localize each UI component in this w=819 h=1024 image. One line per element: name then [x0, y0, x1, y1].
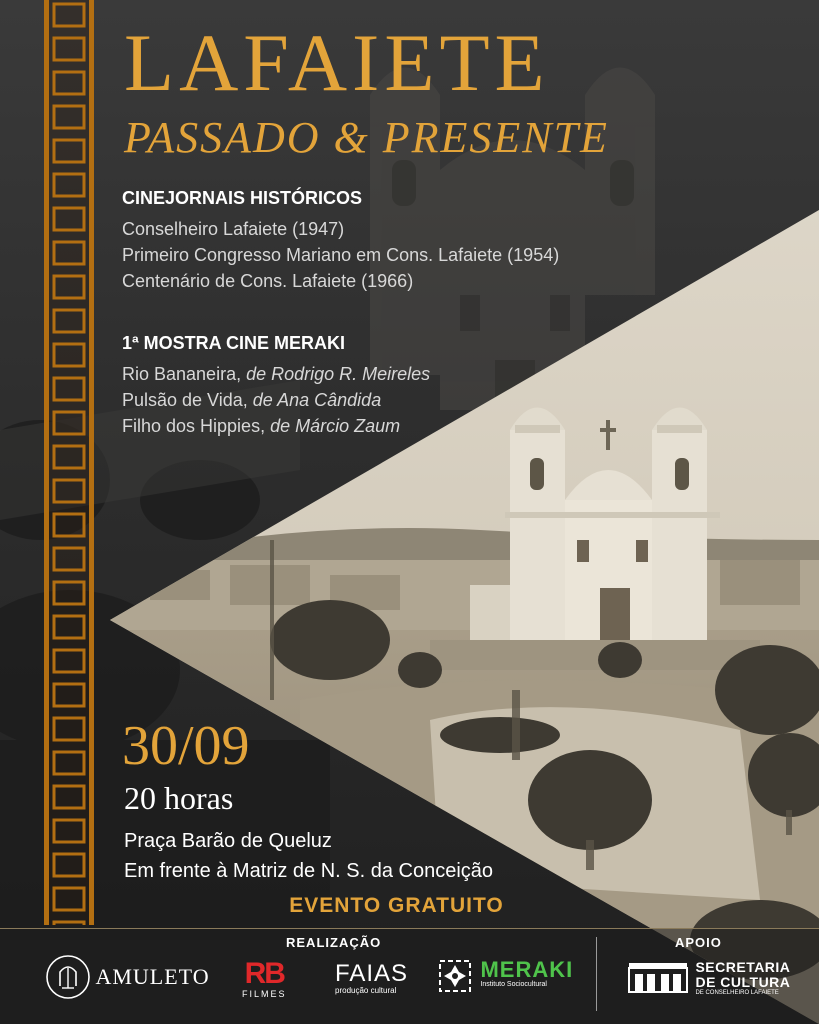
building-icon [627, 960, 689, 994]
cinejornais-heading: CINEJORNAIS HISTÓRICOS [122, 188, 363, 208]
faias-text: FAIAS [335, 960, 409, 987]
amuleto-emblem-icon [45, 954, 91, 1000]
mostra-list [122, 361, 430, 439]
footer-separator [596, 937, 597, 1011]
cinejornais-list [122, 216, 559, 294]
event-subtitle: PASSADO & PRESENTE [124, 113, 609, 162]
film-title: Filho dos Hippies, [122, 416, 271, 436]
list-item [122, 387, 430, 413]
realizacao-label: REALIZAÇÃO [286, 935, 382, 950]
rb-sub-text: FILMES [242, 989, 287, 999]
secretaria-sub-text: DE CONSELHEIRO LAFAIETE [695, 990, 779, 996]
event-place [124, 826, 493, 886]
list-item: Conselheiro Lafaiete (1947) [122, 219, 345, 239]
film-title: Rio Bananeira, [122, 364, 247, 384]
meraki-logo [438, 959, 573, 993]
rb-filmes-logo [242, 959, 287, 999]
event-title: LAFAIETE [124, 17, 550, 108]
film-author: de Márcio Zaum [270, 416, 401, 436]
meraki-sub-text: Instituto Sociocultural [480, 981, 547, 988]
rb-text: RB [244, 957, 284, 990]
amuleto-text: AMULETO [95, 964, 210, 989]
secretaria-line2: DE CULTURA [695, 974, 791, 990]
secretaria-cultura-logo [627, 960, 790, 996]
event-time: 20 horas [124, 780, 234, 816]
place-line: Em frente à Matriz de N. S. da Conceição [124, 860, 494, 882]
amuleto-logo [45, 954, 210, 1000]
apoio-label: APOIO [675, 935, 722, 950]
secretaria-line1: SECRETARIA [695, 959, 791, 975]
film-author: de Ana Cândida [252, 390, 382, 410]
free-event-label [0, 894, 819, 918]
film-author: de Rodrigo R. Meireles [246, 364, 431, 384]
list-item [122, 361, 430, 387]
list-item: Primeiro Congresso Mariano em Cons. Lafaiete (1954) [122, 245, 560, 265]
list-item: Centenário de Cons. Lafaiete (1966) [122, 271, 414, 291]
faias-sub-text: produção cultural [335, 986, 397, 995]
meraki-emblem-icon [438, 959, 472, 993]
event-date: 30/09 [122, 715, 250, 777]
list-item [122, 413, 430, 439]
meraki-text: MERAKI [480, 957, 574, 982]
mostra-heading: 1ª MOSTRA CINE MERAKI [122, 333, 346, 353]
place-line: Praça Barão de Queluz [124, 830, 332, 852]
film-title: Pulsão de Vida, [122, 390, 253, 410]
film-strip-decoration [44, 0, 94, 925]
faias-logo [335, 962, 408, 995]
free-event-text: EVENTO GRATUITO [289, 894, 504, 917]
